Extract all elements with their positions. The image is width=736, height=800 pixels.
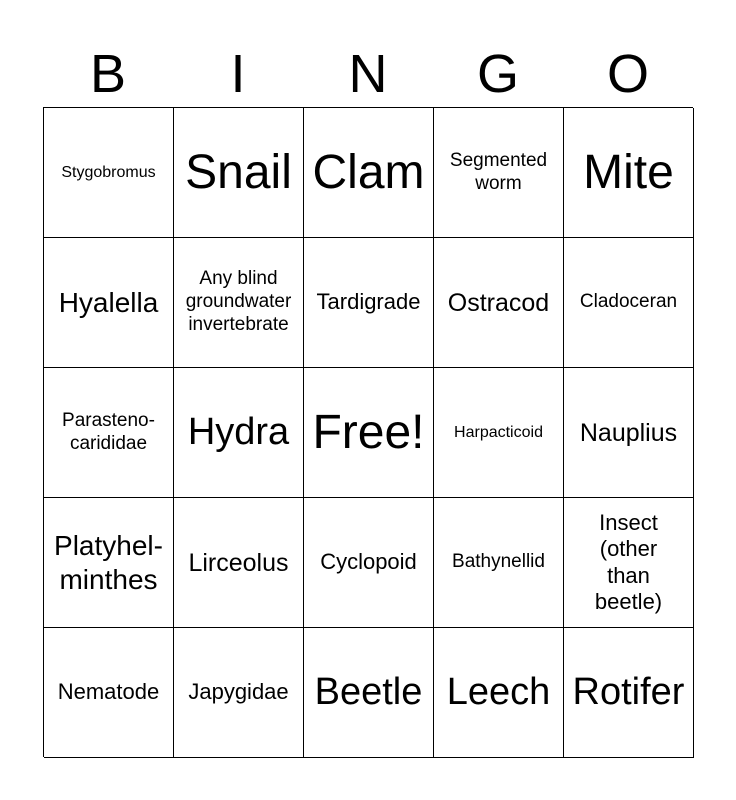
bingo-cell-r5-c5[interactable]: Rotifer xyxy=(564,628,694,758)
bingo-cell-r5-c4[interactable]: Leech xyxy=(434,628,564,758)
bingo-cell-r2-c1[interactable]: Hyalella xyxy=(44,238,174,368)
bingo-cell-r4-c4[interactable]: Bathynellid xyxy=(434,498,564,628)
bingo-board xyxy=(43,107,693,757)
bingo-cell-r1-c5[interactable]: Mite xyxy=(564,108,694,238)
header-letter-n: N xyxy=(348,44,388,104)
bingo-cell-r3-c5[interactable]: Nauplius xyxy=(564,368,694,498)
bingo-cell-r2-c4[interactable]: Ostracod xyxy=(434,238,564,368)
bingo-cell-r5-c1[interactable]: Nematode xyxy=(44,628,174,758)
bingo-cell-r5-c2[interactable]: Japygidae xyxy=(174,628,304,758)
bingo-cell-r2-c5[interactable]: Cladoceran xyxy=(564,238,694,368)
bingo-cell-r4-c2[interactable]: Lirceolus xyxy=(174,498,304,628)
bingo-cell-r1-c3[interactable]: Clam xyxy=(304,108,434,238)
bingo-cell-r3-c3-free[interactable]: Free! xyxy=(304,368,434,498)
bingo-header xyxy=(43,40,693,108)
header-letter-o: O xyxy=(606,44,649,104)
bingo-cell-r4-c3[interactable]: Cyclopoid xyxy=(304,498,434,628)
bingo-cell-r3-c1[interactable]: Parasteno- carididae xyxy=(44,368,174,498)
bingo-cell-r1-c2[interactable]: Snail xyxy=(174,108,304,238)
bingo-cell-r1-c4[interactable]: Segmented worm xyxy=(434,108,564,238)
bingo-cell-r3-c4[interactable]: Harpacticoid xyxy=(434,368,564,498)
header-letter-b: B xyxy=(89,44,127,104)
bingo-cell-r2-c3[interactable]: Tardigrade xyxy=(304,238,434,368)
bingo-cell-r3-c2[interactable]: Hydra xyxy=(174,368,304,498)
bingo-cell-r4-c1[interactable]: Platyhel- minthes xyxy=(44,498,174,628)
bingo-cell-r4-c5[interactable]: Insect (other than beetle) xyxy=(564,498,694,628)
bingo-cell-r5-c3[interactable]: Beetle xyxy=(304,628,434,758)
bingo-cell-r2-c2[interactable]: Any blind groundwater invertebrate xyxy=(174,238,304,368)
header-letter-g: G xyxy=(476,44,519,104)
bingo-cell-r1-c1[interactable]: Stygobromus xyxy=(44,108,174,238)
header-letter-i: I xyxy=(230,44,246,104)
